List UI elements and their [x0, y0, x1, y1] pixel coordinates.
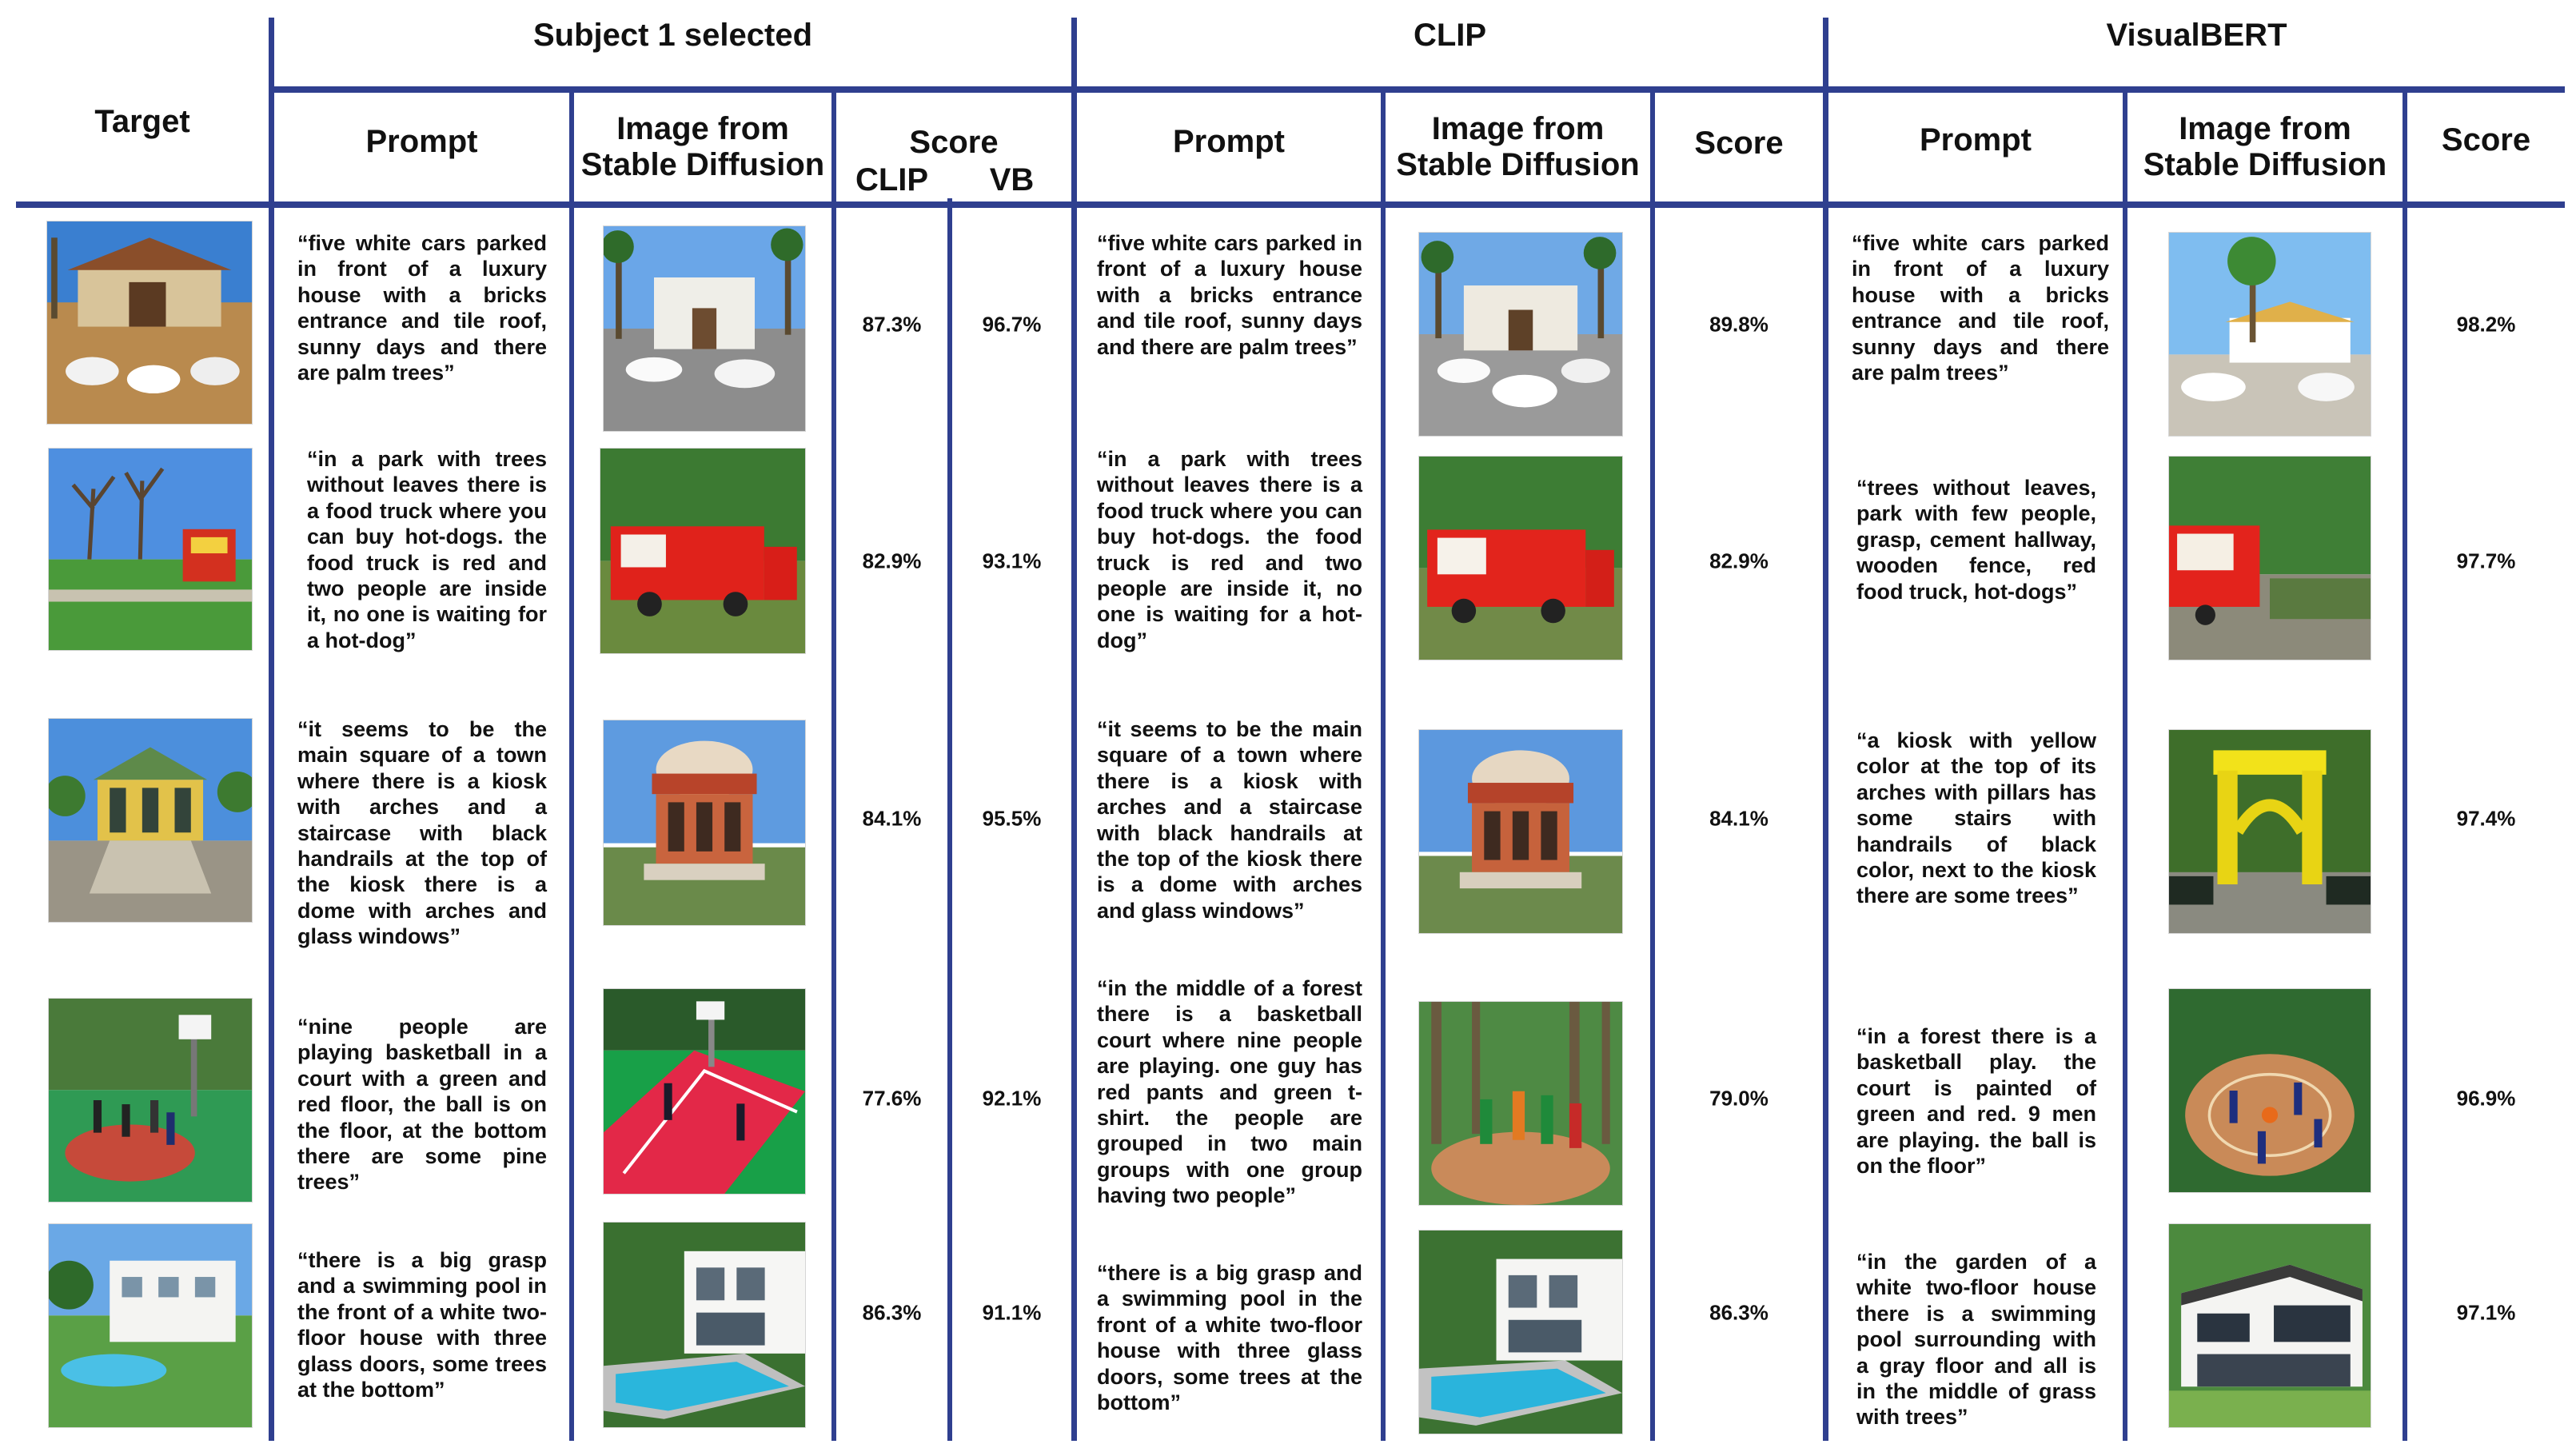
vb-prompt-row1: “five white cars parked in front of a luxury house with a bricks entrance and tile roof, sunny days and there are palm trees”: [1852, 231, 2109, 385]
clip-prompt-row1: “five white cars parked in front of a luxury house with a bricks entrance and tile roof, sunny days and there are palm trees”: [1097, 231, 1362, 359]
clip-score-row4: 79.0%: [1709, 1086, 1769, 1111]
vb-score-row5: 97.1%: [2456, 1300, 2516, 1325]
clip-image-row2: [1418, 456, 1623, 660]
header-clip-image-line2: Stable Diffusion: [1396, 147, 1640, 182]
target-image-row5: [48, 1223, 253, 1428]
s1-image-row1: [603, 225, 806, 432]
target-image-row1: [46, 221, 253, 425]
s1-clip-score-row5: 86.3%: [862, 1300, 922, 1325]
vb-prompt-row2: “trees without leaves, park with few people, grasp, cement hallway, wooden fence, red food truck, hot-dogs”: [1856, 476, 2096, 604]
header-vb-image-line2: Stable Diffusion: [2143, 147, 2387, 182]
s1-clip-score-row2: 82.9%: [862, 548, 922, 573]
header-vb-prompt: Prompt: [1920, 122, 2032, 158]
rule-target-prompt: [269, 18, 274, 1441]
vb-score-row1: 98.2%: [2456, 312, 2516, 337]
s1-vb-score-row1: 96.7%: [982, 312, 1042, 337]
clip-prompt-row3: “it seems to be the main square of a town where there is a kiosk with arches and a staircase with black handrails at the top of the kiosk there is a dome with arches and glass windows”: [1097, 717, 1362, 923]
header-target: Target: [94, 103, 190, 139]
clip-score-row5: 86.3%: [1709, 1300, 1769, 1325]
header-s1-prompt: Prompt: [365, 123, 478, 159]
header-s1-score-clip: CLIP: [855, 162, 929, 197]
target-image-row4: [48, 998, 253, 1203]
vb-image-row3: [2168, 729, 2371, 934]
vb-prompt-row3: “a kiosk with yellow color at the top of its arches with pillars has some stairs with handrails of black color, next to the kiosk there are some trees”: [1856, 728, 2096, 908]
group-header-subject1: Subject 1 selected: [532, 17, 813, 53]
clip-prompt-row4: “in the middle of a forest there is a basketball court where nine people are playing. one guy has red pants and green t-shirt. the people are grouped in two main groups with one group having two people”: [1097, 976, 1362, 1208]
header-s1-image: [574, 98, 831, 197]
header-clip-image-line1: Image from: [1431, 111, 1605, 147]
s1-image-row5: [603, 1222, 806, 1428]
s1-vb-score-row2: 93.1%: [982, 548, 1042, 573]
clip-image-row1: [1418, 232, 1623, 437]
header-vb-image: [2127, 98, 2403, 197]
rule-s1-prompt-image: [569, 93, 574, 1441]
vb-image-row2: [2168, 456, 2371, 660]
rule-clip-prompt-image: [1381, 93, 1386, 1441]
s1-prompt-row3: “it seems to be the main square of a town where there is a kiosk with arches and a staircase with black handrails at the top of the kiosk there is a dome with arches and glass windows”: [297, 717, 547, 949]
rule-clip-visualbert: [1823, 18, 1828, 1441]
rule-group-underline: [273, 86, 2565, 93]
clip-image-row3: [1418, 729, 1623, 934]
header-clip-prompt: Prompt: [1173, 123, 1285, 159]
s1-vb-score-row5: 91.1%: [982, 1300, 1042, 1325]
header-s1-score-vb: VB: [989, 162, 1035, 197]
s1-prompt-row1: “five white cars parked in front of a luxury house with a bricks entrance and tile roof, sunny days and there are palm trees”: [297, 231, 547, 385]
vb-score-row3: 97.4%: [2456, 806, 2516, 831]
vb-score-row2: 97.7%: [2456, 548, 2516, 573]
vb-image-row4: [2168, 988, 2371, 1193]
s1-prompt-row5: “there is a big grasp and a swimming pool in the front of a white two-floor house with three glass doors, some trees at the bottom”: [297, 1248, 547, 1402]
vb-image-row5: [2168, 1223, 2371, 1428]
rule-s1-image-score: [831, 93, 836, 1441]
s1-prompt-row4: “nine people are playing basketball in a court with a green and red floor, the ball is on the floor, at the bottom there are some pine trees”: [297, 1015, 547, 1195]
s1-prompt-row2: “in a park with trees without leaves there is a food truck where you can buy hot-dogs. the food truck is red and two people are inside it, no one is waiting for a hot-dog”: [307, 447, 547, 652]
target-image-row2: [48, 448, 253, 651]
clip-score-row2: 82.9%: [1709, 548, 1769, 573]
clip-prompt-row2: “in a park with trees without leaves there is a food truck where you can buy hot-dogs. the food truck is red and two people are inside it, no one is waiting for a hot-dog”: [1097, 447, 1362, 652]
s1-image-row3: [603, 720, 806, 926]
s1-image-row2: [600, 448, 806, 654]
header-vb-score: Score: [2441, 122, 2531, 158]
header-clip-image: [1386, 98, 1650, 197]
s1-vb-score-row3: 95.5%: [982, 806, 1042, 831]
clip-image-row4: [1418, 1001, 1623, 1206]
vb-score-row4: 96.9%: [2456, 1086, 2516, 1111]
s1-clip-score-row3: 84.1%: [862, 806, 922, 831]
s1-clip-score-row4: 77.6%: [862, 1086, 922, 1111]
target-image-row3: [48, 718, 253, 923]
header-s1-image-line1: Image from: [616, 111, 789, 147]
header-vb-image-line1: Image from: [2179, 111, 2351, 147]
s1-image-row4: [603, 988, 806, 1195]
rule-vb-image-score: [2403, 93, 2407, 1441]
group-header-clip: CLIP: [1413, 17, 1487, 53]
header-s1-score: Score: [909, 124, 999, 160]
group-header-visualbert: VisualBERT: [2106, 17, 2287, 53]
vb-prompt-row4: “in a forest there is a basketball play. the court is painted of green and red. 9 men are playing. the ball is on the floor”: [1856, 1024, 2096, 1179]
rule-clip-image-score: [1650, 93, 1655, 1441]
header-s1-image-line2: Stable Diffusion: [580, 147, 825, 182]
vb-image-row1: [2168, 232, 2371, 437]
s1-vb-score-row4: 92.1%: [982, 1086, 1042, 1111]
clip-score-row1: 89.8%: [1709, 312, 1769, 337]
rule-s1-clip: [1071, 18, 1077, 1441]
header-clip-score: Score: [1694, 125, 1784, 161]
clip-image-row5: [1418, 1230, 1623, 1434]
rule-header-bottom: [16, 201, 2565, 208]
clip-prompt-row5: “there is a big grasp and a swimming pool in the front of a white two-floor house with three glass doors, some trees at the bottom”: [1097, 1261, 1362, 1415]
rule-vb-prompt-image: [2123, 93, 2127, 1441]
clip-score-row3: 84.1%: [1709, 806, 1769, 831]
vb-prompt-row5: “in the garden of a white two-floor house there is a swimming pool surrounding with a gray floor and all is in the middle of grass with trees”: [1856, 1250, 2096, 1430]
s1-clip-score-row1: 87.3%: [862, 312, 922, 337]
